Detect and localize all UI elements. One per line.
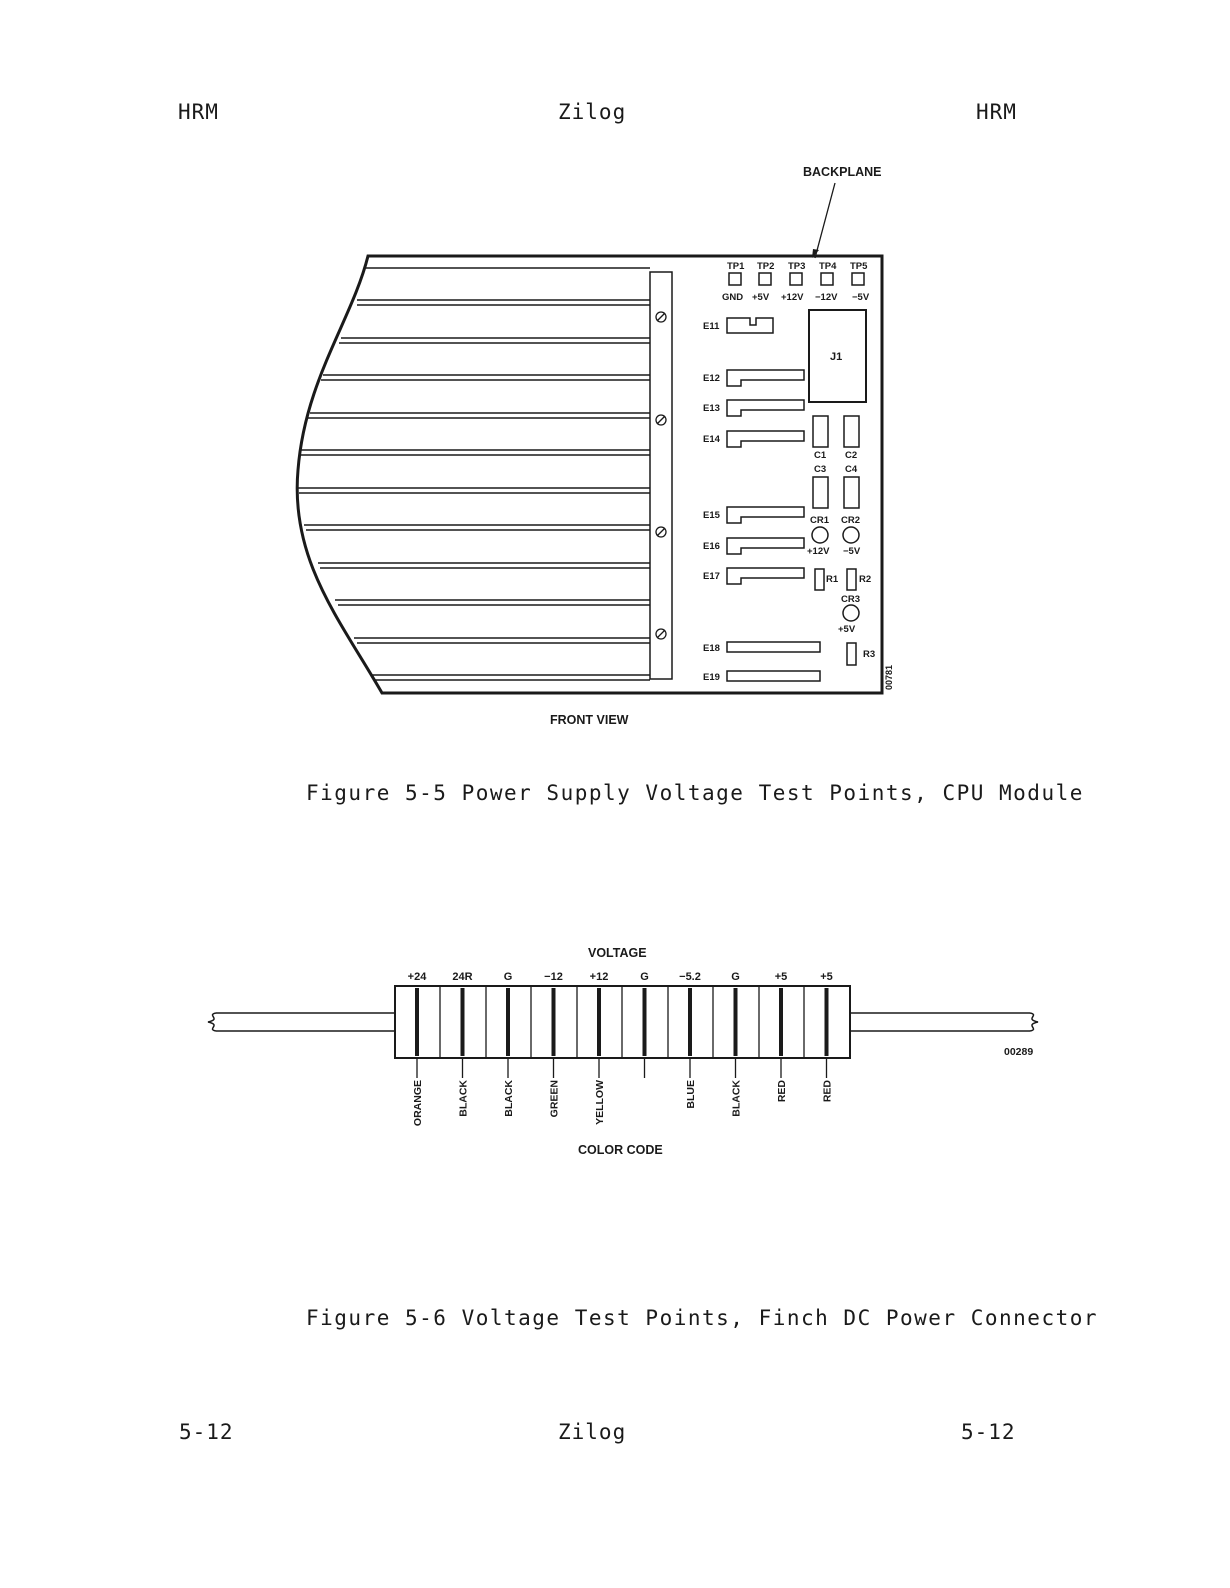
c3-capacitor bbox=[813, 477, 828, 508]
cr1-voltage: +12V bbox=[807, 546, 830, 557]
cr2-led bbox=[843, 527, 859, 543]
voltage-label: VOLTAGE bbox=[588, 946, 647, 960]
pin-voltage-label: G bbox=[640, 971, 649, 983]
cr1-label: CR1 bbox=[810, 515, 830, 526]
c2-label: C2 bbox=[845, 450, 858, 461]
j1-label: J1 bbox=[830, 351, 843, 363]
r1-label: R1 bbox=[826, 574, 839, 585]
tp1-label: TP1 bbox=[727, 261, 745, 272]
tp2-label: TP2 bbox=[757, 261, 775, 272]
drawing-code-5-6: 00289 bbox=[1004, 1046, 1034, 1058]
r3-label: R3 bbox=[863, 649, 876, 660]
figure-5-5-diagram bbox=[0, 0, 1230, 760]
cr3-label: CR3 bbox=[841, 594, 861, 605]
e18-jumper bbox=[727, 642, 820, 652]
tp2-voltage: +5V bbox=[752, 292, 770, 303]
pin-contact bbox=[552, 988, 556, 1056]
e13-jumper bbox=[727, 400, 804, 416]
e13-label: E13 bbox=[703, 403, 720, 414]
cr1-led bbox=[812, 527, 828, 543]
pin-contact bbox=[734, 988, 738, 1056]
e15-label: E15 bbox=[703, 510, 720, 521]
r2-resistor bbox=[847, 569, 856, 590]
figure-5-6-caption: Figure 5-6 Voltage Test Points, Finch DC Power Connector bbox=[306, 1306, 1099, 1330]
figure-5-6-diagram bbox=[0, 920, 1230, 1220]
pin-contact bbox=[825, 988, 829, 1056]
pin-color-label: RED bbox=[776, 1080, 788, 1103]
pin-color-label: BLUE bbox=[685, 1080, 697, 1109]
c1-label: C1 bbox=[814, 450, 827, 461]
pin-voltage-label: 24R bbox=[452, 971, 473, 983]
pin-contact bbox=[643, 988, 647, 1056]
pin-color-label: ORANGE bbox=[412, 1080, 424, 1127]
tp3-label: TP3 bbox=[788, 261, 806, 272]
pin-color-label: YELLOW bbox=[594, 1080, 606, 1125]
tp4-pad bbox=[821, 273, 833, 285]
pin-voltage-label: +12 bbox=[589, 971, 609, 983]
e15-jumper bbox=[727, 507, 804, 523]
mounting-bar bbox=[650, 272, 672, 679]
capacitors bbox=[813, 416, 859, 508]
cr2-voltage: −5V bbox=[843, 546, 861, 557]
pin-voltage-label: +5 bbox=[820, 971, 833, 983]
c1-capacitor bbox=[813, 416, 828, 447]
cr3-led bbox=[843, 605, 859, 621]
tp1-voltage: GND bbox=[722, 292, 744, 303]
e11-jumper bbox=[727, 318, 773, 333]
e14-jumper bbox=[727, 431, 804, 447]
e16-label: E16 bbox=[703, 541, 720, 552]
header-left: HRM bbox=[178, 100, 219, 124]
e16-jumper bbox=[727, 538, 804, 554]
drawing-code-5-5: 00781 bbox=[884, 664, 894, 690]
pin-contact bbox=[779, 988, 783, 1056]
tp2-pad bbox=[759, 273, 771, 285]
heatsink-fins bbox=[298, 268, 650, 680]
pin-color-label: BLACK bbox=[503, 1080, 515, 1117]
tp4-label: TP4 bbox=[819, 261, 837, 272]
e12-jumper bbox=[727, 370, 804, 386]
pin-contact bbox=[688, 988, 692, 1056]
e19-jumper bbox=[727, 671, 820, 681]
c3-label: C3 bbox=[814, 464, 827, 475]
pin-color-label: BLACK bbox=[457, 1080, 470, 1117]
pin-color-label: BLACK bbox=[730, 1080, 743, 1117]
e14-label: E14 bbox=[703, 434, 720, 445]
e12-label: E12 bbox=[703, 373, 720, 384]
header-center: Zilog bbox=[558, 100, 627, 124]
pin-contact bbox=[415, 988, 419, 1056]
footer-right: 5-12 bbox=[961, 1420, 1016, 1444]
pin-voltage-label: G bbox=[731, 971, 740, 983]
pin-contact bbox=[597, 988, 601, 1056]
front-view-label: FRONT VIEW bbox=[550, 713, 629, 727]
tp5-voltage: −5V bbox=[852, 292, 870, 303]
e17-label: E17 bbox=[703, 571, 720, 582]
backplane-pointer bbox=[815, 183, 835, 258]
pin-contact bbox=[461, 988, 465, 1056]
pin-color-label: GREEN bbox=[548, 1080, 561, 1118]
cr3-voltage: +5V bbox=[838, 624, 856, 635]
pin-voltage-label: +24 bbox=[407, 971, 427, 983]
footer-left: 5-12 bbox=[179, 1420, 234, 1444]
pin-voltage-label: +5 bbox=[774, 971, 788, 983]
test-points bbox=[722, 261, 870, 303]
c4-capacitor bbox=[844, 477, 859, 508]
color-code-label: COLOR CODE bbox=[578, 1143, 663, 1157]
pin-voltage-label: −5.2 bbox=[679, 971, 701, 983]
pin-color-label: RED bbox=[821, 1080, 834, 1103]
r2-label: R2 bbox=[859, 574, 872, 585]
jumpers bbox=[703, 318, 820, 683]
c4-label: C4 bbox=[845, 464, 858, 475]
tp3-pad bbox=[790, 273, 802, 285]
board-outline bbox=[297, 256, 882, 693]
c2-capacitor bbox=[844, 416, 859, 447]
e17-jumper bbox=[727, 568, 804, 584]
tp5-pad bbox=[852, 273, 864, 285]
footer-center: Zilog bbox=[558, 1420, 627, 1444]
tp5-label: TP5 bbox=[850, 261, 868, 272]
tp1-pad bbox=[729, 273, 741, 285]
e19-label: E19 bbox=[703, 672, 720, 683]
pin-voltage-label: G bbox=[503, 971, 513, 983]
tp3-voltage: +12V bbox=[781, 292, 804, 303]
r1-resistor bbox=[815, 569, 824, 590]
header-right: HRM bbox=[976, 100, 1017, 124]
r3-resistor bbox=[847, 643, 856, 665]
e11-label: E11 bbox=[703, 321, 720, 332]
e18-label: E18 bbox=[703, 643, 720, 654]
backplane-label: BACKPLANE bbox=[803, 165, 882, 179]
pin-contact bbox=[506, 988, 510, 1056]
tp4-voltage: −12V bbox=[815, 292, 838, 303]
figure-5-5-caption: Figure 5-5 Power Supply Voltage Test Points, CPU Module bbox=[306, 781, 1084, 805]
cr2-label: CR2 bbox=[841, 515, 861, 526]
pin-voltage-label: −12 bbox=[544, 971, 563, 983]
